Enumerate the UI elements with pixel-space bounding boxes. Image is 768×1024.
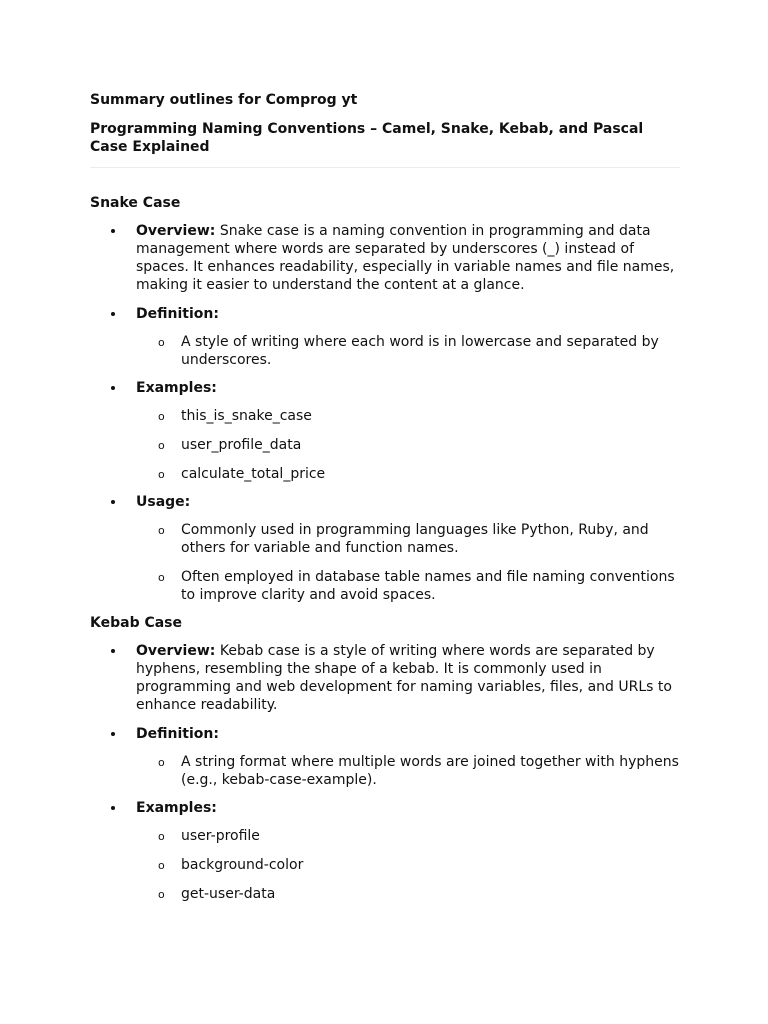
- circle-bullet-icon: o: [158, 524, 165, 537]
- sub-list-item: [136, 465, 680, 483]
- sub-list: [136, 407, 680, 483]
- sub-list-item: [136, 521, 680, 557]
- sub-item-text: this_is_snake_case: [181, 408, 312, 424]
- bullet-icon: [111, 312, 115, 316]
- sub-list: [136, 753, 680, 789]
- sub-item-text: Commonly used in programming languages like Python, Ruby, and others for variable and function names.: [181, 522, 649, 556]
- item-text: Snake case is a naming convention in programming and data management where words are separated by underscores (_) instead of spaces. It enhances readability, especially in variable names and file names, making it easier to understand the content at a glance.: [136, 223, 675, 293]
- sub-item-text: user-profile: [181, 828, 260, 844]
- bullet-list: [90, 642, 680, 903]
- sub-list-item: [136, 885, 680, 903]
- circle-bullet-icon: o: [158, 336, 165, 349]
- document-body: [90, 194, 680, 903]
- sub-list: [136, 333, 680, 369]
- item-label: Definition:: [136, 306, 219, 322]
- bullet-icon: [111, 500, 115, 504]
- item-label: Examples:: [136, 800, 217, 816]
- bullet-list: [90, 222, 680, 604]
- circle-bullet-icon: o: [158, 571, 165, 584]
- sub-list: [136, 827, 680, 903]
- document-title: Summary outlines for Comprog yt: [90, 92, 358, 108]
- list-item: [90, 725, 680, 789]
- circle-bullet-icon: o: [158, 756, 165, 769]
- item-label: Usage:: [136, 494, 191, 510]
- circle-bullet-icon: o: [158, 888, 165, 901]
- sub-item-text: calculate_total_price: [181, 466, 326, 482]
- list-item: [90, 222, 680, 294]
- circle-bullet-icon: o: [158, 439, 165, 452]
- bullet-icon: [111, 806, 115, 810]
- sub-list-item: [136, 827, 680, 845]
- item-label: Definition:: [136, 726, 219, 742]
- sub-list-item: [136, 407, 680, 425]
- sub-item-text: get-user-data: [181, 886, 276, 902]
- list-item: [90, 305, 680, 369]
- sub-list-item: [136, 856, 680, 874]
- circle-bullet-icon: o: [158, 410, 165, 423]
- bullet-icon: [111, 386, 115, 390]
- section-heading: Snake Case: [90, 195, 181, 211]
- item-label: Examples:: [136, 380, 217, 396]
- item-label: Overview:: [136, 643, 216, 659]
- sub-list-item: [136, 753, 680, 789]
- sub-item-text: Often employed in database table names and file naming conventions to improve clarity and avoid spaces.: [181, 569, 675, 603]
- list-item: [90, 379, 680, 483]
- section-heading: Kebab Case: [90, 615, 183, 631]
- circle-bullet-icon: o: [158, 468, 165, 481]
- sub-list-item: [136, 436, 680, 454]
- document-page: [90, 91, 680, 913]
- list-item: [90, 799, 680, 903]
- item-text: Kebab case is a style of writing where words are separated by hyphens, resembling the shape of a kebab. It is commonly used in programming and web development for naming variables, files, and URLs to enhance readability.: [136, 643, 672, 713]
- bullet-icon: [111, 229, 115, 233]
- list-item: [90, 642, 680, 714]
- list-item: [90, 493, 680, 604]
- divider: [90, 167, 680, 168]
- sub-item-text: A style of writing where each word is in lowercase and separated by underscores.: [181, 334, 659, 368]
- sub-item-text: background-color: [181, 857, 304, 873]
- document-subtitle: Programming Naming Conventions – Camel, Snake, Kebab, and Pascal Case Explained: [90, 121, 644, 155]
- bullet-icon: [111, 732, 115, 736]
- sub-list: [136, 521, 680, 604]
- item-label: Overview:: [136, 223, 216, 239]
- bullet-icon: [111, 649, 115, 653]
- sub-item-text: A string format where multiple words are joined together with hyphens (e.g., kebab-case-example).: [181, 754, 679, 788]
- circle-bullet-icon: o: [158, 830, 165, 843]
- sub-list-item: [136, 333, 680, 369]
- circle-bullet-icon: o: [158, 859, 165, 872]
- sub-item-text: user_profile_data: [181, 437, 302, 453]
- sub-list-item: [136, 568, 680, 604]
